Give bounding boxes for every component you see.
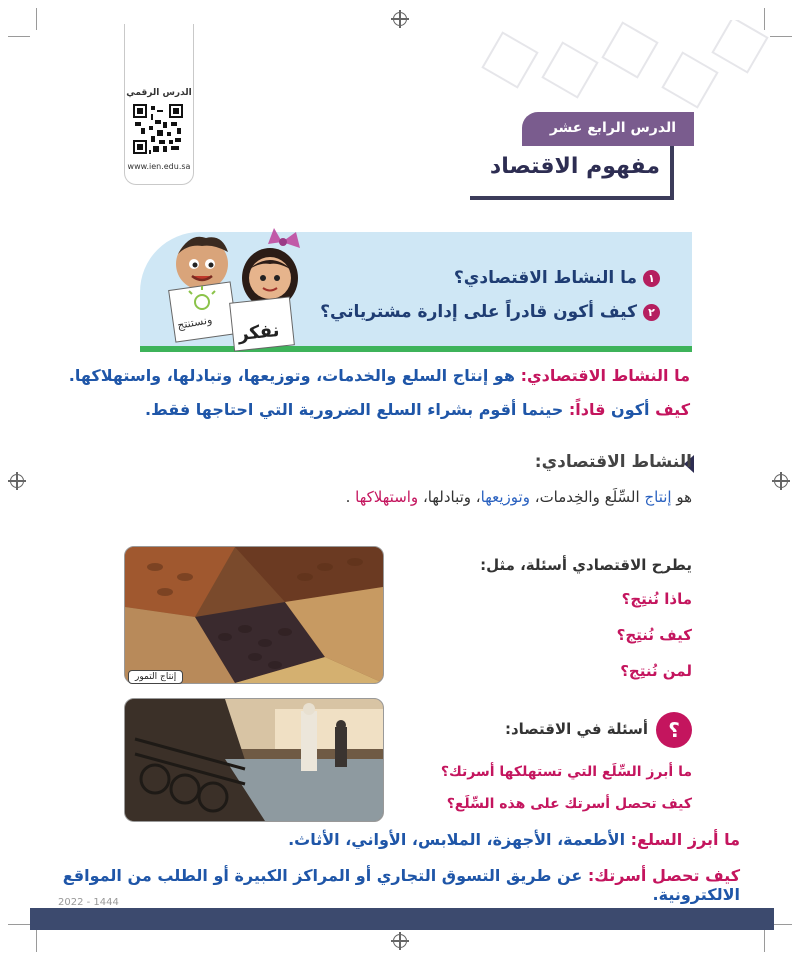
dates-photo [124, 546, 384, 684]
dairy-factory-photo [124, 698, 384, 822]
crop-mark [36, 930, 37, 952]
answer-1 [69, 366, 690, 385]
answer-label: قاداً: [568, 400, 612, 419]
banner-question-2 [320, 302, 660, 322]
banner-question-text: كيف أكون قادراً على إدارة مشترياتي؟ [320, 302, 637, 322]
definition-title: النشاط الاقتصادي: [534, 452, 692, 472]
answer-2 [145, 400, 690, 419]
registration-mark [774, 474, 788, 488]
definition-part: . [345, 488, 356, 506]
registration-mark [10, 474, 24, 488]
crop-mark [36, 8, 37, 30]
question-number-badge: ٢ [643, 304, 660, 321]
economy-questions-heading: أسئلة في الاقتصاد: [504, 720, 648, 738]
banner-question-text: ما النشاط الاقتصادي؟ [453, 268, 637, 288]
economy-question: ما أبرز السِّلَع التي تستهلكها أسرتك؟ [440, 764, 692, 780]
banner-question-1 [454, 268, 660, 288]
lesson-number: الدرس الرابع عشر [549, 120, 676, 136]
digital-lesson-tab[interactable] [124, 24, 194, 185]
definition-part: هو [671, 488, 692, 506]
definition-keyword: وتوزيعها [480, 488, 530, 506]
photo-caption: إنتاج التمور [128, 670, 183, 684]
lesson-number-tab [522, 112, 694, 146]
definition-part: ، وتبادلها، [418, 488, 481, 506]
crop-mark [770, 36, 792, 37]
answer-text: عن طريق التسوق التجاري أو المراكز الكبيرة أو الطلب من المواقع الالكترونية. [62, 866, 740, 904]
lesson-title: مفهوم الاقتصاد [489, 154, 660, 179]
answer-label: ما أبرز السلع: [630, 830, 740, 849]
answer-label: كيف تحصل أسرتك: [587, 866, 740, 885]
answer-label: كيف [649, 400, 690, 419]
crop-mark [8, 36, 30, 37]
sign-think: نفكر [237, 319, 281, 346]
definition-part: السِّلَع والخِدمات، [529, 488, 645, 506]
economist-question: ماذا نُنتِج؟ [621, 590, 692, 608]
definition-keyword: إنتاج [644, 488, 672, 506]
crop-mark [764, 930, 765, 952]
economist-question: كيف نُنتِج؟ [616, 626, 692, 644]
answer-text: هو إنتاج السلع والخدمات، وتوزيعها، وتبادلها، واستهلاكها. [68, 366, 521, 385]
answer-text: حينما أقوم بشراء السلع الضرورية التي احتاجها فقط. [144, 400, 569, 419]
registration-mark [393, 12, 407, 26]
question-icon: ؟ [656, 712, 692, 748]
registration-mark [393, 934, 407, 948]
qr-url[interactable]: www.ien.edu.sa [127, 162, 191, 171]
definition-keyword: واستهلاكها [355, 488, 419, 506]
economy-question: كيف تحصل أسرتك على هذه السِّلَع؟ [446, 796, 692, 812]
crop-mark [8, 924, 30, 925]
definition-text [346, 488, 692, 506]
answer-text: الأطعمة، الأجهزة، الملابس، الأواني، الأثاث. [288, 830, 631, 849]
qr-title: الدرس الرقمي [126, 88, 192, 98]
answer-label: ما النشاط الاقتصادي: [520, 366, 690, 385]
edition-year: 2022 - 1444 [58, 897, 119, 908]
footer-bar [30, 908, 774, 930]
economist-questions-heading: يطرح الاقتصادي أسئلة، مثل: [480, 556, 692, 574]
sign-conclude: ونستنتج [176, 313, 214, 332]
economist-question: لمن نُنتِج؟ [620, 662, 692, 680]
question-number-badge: ١ [643, 270, 660, 287]
answer-label-word: أكون [611, 400, 650, 419]
answer-3 [288, 830, 740, 849]
qr-code[interactable] [133, 104, 183, 154]
